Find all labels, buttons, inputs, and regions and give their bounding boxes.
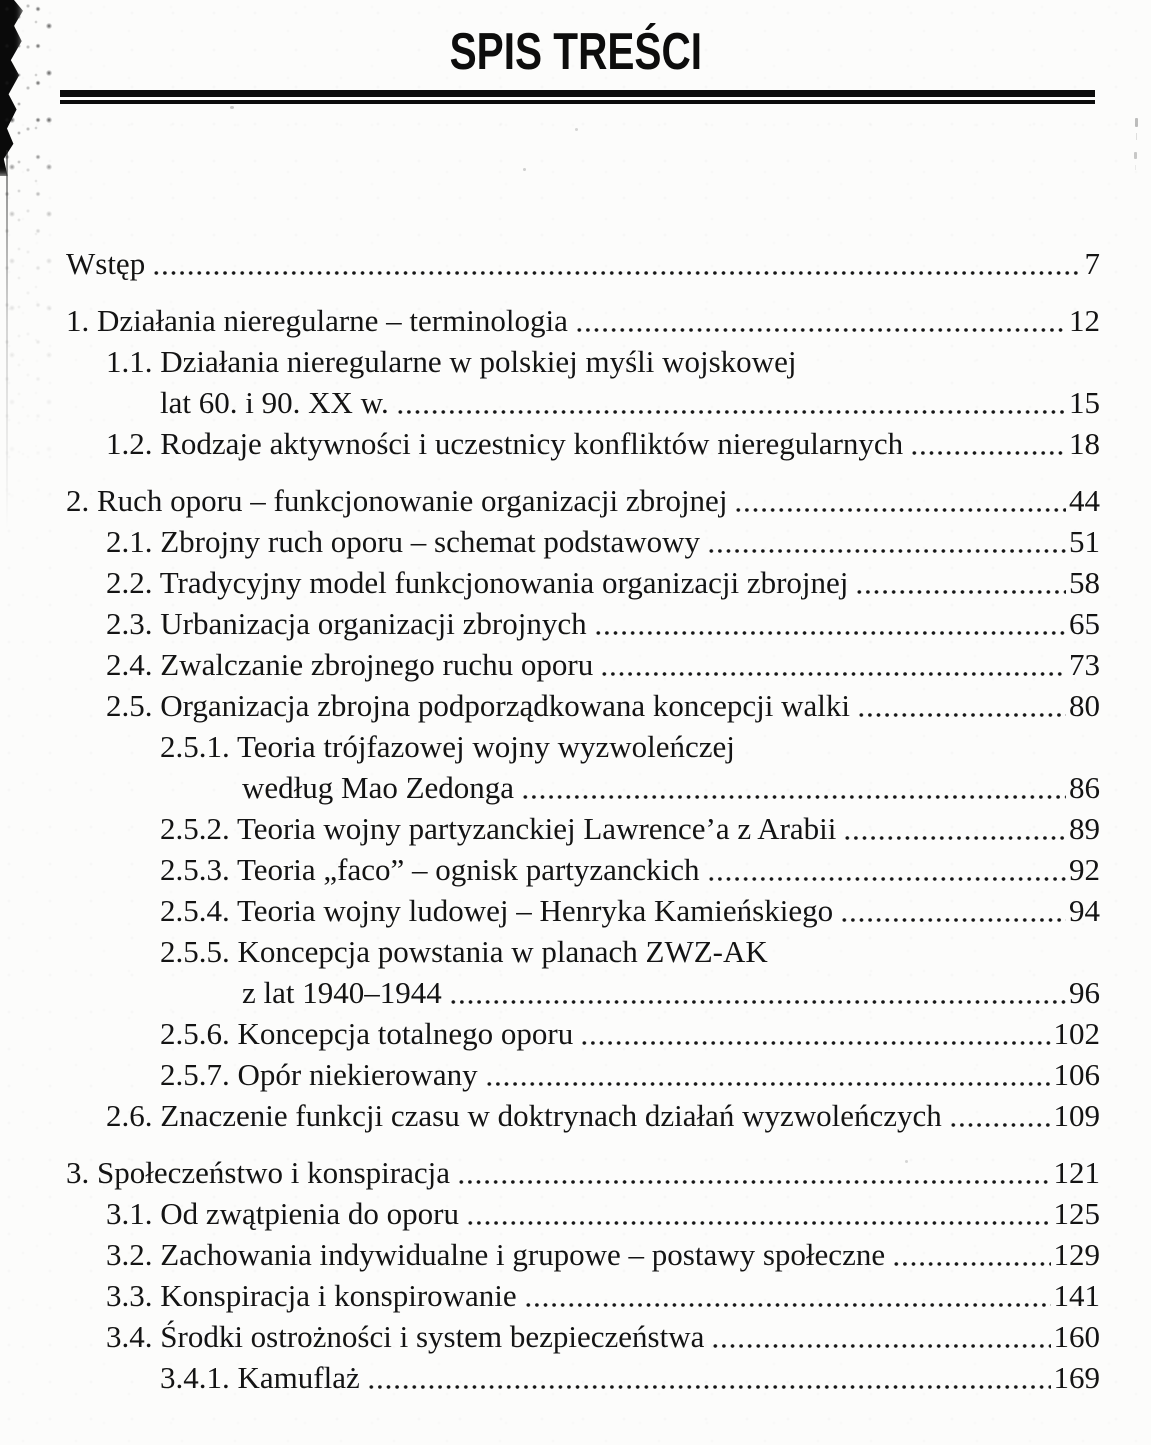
scan-speck: [523, 168, 526, 171]
toc-entry-label: Wstęp: [66, 246, 146, 281]
toc-entry-label: 1.1. Działania nieregularne w polskiej myśli wojskowej: [106, 344, 797, 379]
toc-page-number: 109: [1053, 1098, 1100, 1133]
toc-row: [106, 643, 1100, 684]
dot-leader: [840, 889, 1066, 930]
dot-leader: [152, 242, 1081, 283]
toc-entry-label: 3. Społeczeństwo i konspiracja: [66, 1155, 450, 1190]
dot-leader: [396, 381, 1066, 422]
toc-page-number: 18: [1069, 426, 1100, 461]
toc-entry-label: 2. Ruch oporu – funkcjonowanie organizacji zbrojnej: [66, 483, 728, 518]
toc-row: [160, 1012, 1100, 1053]
toc-row: [66, 479, 1100, 520]
toc-page-number: 129: [1053, 1237, 1100, 1272]
scan-speck: [575, 128, 578, 131]
toc-row: [160, 725, 1100, 766]
toc-row: [66, 242, 1100, 283]
toc-row: [160, 889, 1100, 930]
toc-row: [160, 1053, 1100, 1094]
toc-entry-label: 2.5.5. Koncepcja powstania w planach ZWZ-AK: [160, 934, 768, 969]
dot-leader: [711, 1315, 1050, 1356]
divider-thin-line: [60, 100, 1095, 104]
toc-row: [106, 520, 1100, 561]
toc-row: [66, 1151, 1100, 1192]
toc-row: [242, 971, 1100, 1012]
toc-page-number: 169: [1053, 1360, 1100, 1395]
toc-page-number: 44: [1069, 483, 1100, 518]
toc-row: [160, 807, 1100, 848]
dot-leader: [449, 971, 1066, 1012]
toc-entry-label: z lat 1940–1944: [242, 975, 442, 1010]
toc-page-number: 86: [1069, 770, 1100, 805]
toc-page-number: 73: [1069, 647, 1100, 682]
dot-leader: [949, 1094, 1051, 1135]
toc-row: [106, 684, 1100, 725]
toc-page-number: 7: [1084, 246, 1100, 281]
toc-row: [160, 848, 1100, 889]
title-divider: [60, 90, 1095, 104]
dot-leader: [466, 1192, 1051, 1233]
toc-page-number: 96: [1069, 975, 1100, 1010]
toc-row: [242, 766, 1100, 807]
toc-page-number: 94: [1069, 893, 1100, 928]
toc-page-number: 51: [1069, 524, 1100, 559]
toc-page-number: 80: [1069, 688, 1100, 723]
toc-entry-label: 2.5.3. Teoria „faco” – ognisk partyzanckich: [160, 852, 700, 887]
toc-page-number: 141: [1053, 1278, 1100, 1313]
dot-leader: [594, 602, 1066, 643]
toc-entry-label: 2.5.1. Teoria trójfazowej wojny wyzwoleńczej: [160, 729, 735, 764]
dot-leader: [600, 643, 1066, 684]
dot-leader: [524, 1274, 1051, 1315]
toc-page-number: 92: [1069, 852, 1100, 887]
divider-thick-line: [60, 90, 1095, 97]
toc-row: [160, 930, 1100, 971]
scan-edge-line: [6, 150, 8, 530]
toc-entry-label: 2.5.7. Opór niekierowany: [160, 1057, 478, 1092]
toc-entry-label: 3.4. Środki ostrożności i system bezpieczeństwa: [106, 1319, 705, 1354]
page-title: SPIS TREŚCI: [449, 23, 702, 81]
dot-leader: [457, 1151, 1051, 1192]
toc-row: [106, 1274, 1100, 1315]
toc-page-number: 160: [1053, 1319, 1100, 1354]
toc-entry-label: 2.5.6. Koncepcja totalnego oporu: [160, 1016, 574, 1051]
dot-leader: [485, 1053, 1051, 1094]
toc-entry-label: 2.2. Tradycyjny model funkcjonowania organizacji zbrojnej: [106, 565, 849, 600]
toc-row: [106, 561, 1100, 602]
toc-row: [160, 381, 1100, 422]
page-header: [0, 0, 1151, 84]
toc-row: [106, 340, 1100, 381]
toc-entry-label: według Mao Zedonga: [242, 770, 515, 805]
toc-page-number: 102: [1053, 1016, 1100, 1051]
toc-entry-label: 2.4. Zwalczanie zbrojnego ruchu oporu: [106, 647, 594, 682]
toc-page-number: 89: [1069, 811, 1100, 846]
toc-entry-label: 2.5.4. Teoria wojny ludowej – Henryka Kamieńskiego: [160, 893, 834, 928]
toc-page-number: 65: [1069, 606, 1100, 641]
toc-entry-label: 3.3. Konspiracja i konspirowanie: [106, 1278, 517, 1313]
dot-leader: [892, 1233, 1050, 1274]
dot-leader: [843, 807, 1066, 848]
toc-row: [160, 1356, 1100, 1397]
toc-entry-label: 2.1. Zbrojny ruch oporu – schemat podstawowy: [106, 524, 701, 559]
toc-entry-label: 2.6. Znaczenie funkcji czasu w doktrynach działań wyzwoleńczych: [106, 1098, 942, 1133]
dot-leader: [580, 1012, 1050, 1053]
toc-page-number: 58: [1069, 565, 1100, 600]
toc-entry-label: 3.2. Zachowania indywidualne i grupowe – postawy społeczne: [106, 1237, 886, 1272]
toc-page-number: 121: [1053, 1155, 1100, 1190]
toc-entry-label: 3.1. Od zwątpienia do oporu: [106, 1196, 459, 1231]
toc-row: [66, 299, 1100, 340]
dot-leader: [367, 1356, 1051, 1397]
scan-mark-right-lower: [1134, 152, 1137, 159]
toc-entry-label: 2.5.2. Teoria wojny partyzanckiej Lawrence’a z Arabii: [160, 811, 837, 846]
dot-leader: [521, 766, 1066, 807]
toc-page-number: 15: [1069, 385, 1100, 420]
toc-row: [106, 1315, 1100, 1356]
scan-speck: [905, 1160, 908, 1163]
toc-entry-label: 1. Działania nieregularne – terminologia: [66, 303, 568, 338]
toc-page-number: 12: [1069, 303, 1100, 338]
dot-leader: [707, 848, 1066, 889]
toc-row: [106, 1094, 1100, 1135]
dot-leader: [575, 299, 1066, 340]
toc-entry-label: 2.5. Organizacja zbrojna podporządkowana koncepcji walki: [106, 688, 850, 723]
toc-entry-label: 3.4.1. Kamuflaż: [160, 1360, 360, 1395]
dot-leader: [855, 561, 1066, 602]
toc-list: [66, 242, 1100, 1397]
toc-entry-label: 2.3. Urbanizacja organizacji zbrojnych: [106, 606, 587, 641]
toc-row: [106, 1192, 1100, 1233]
toc-page-number: 125: [1053, 1196, 1100, 1231]
scan-mark-right-top: [1135, 118, 1138, 127]
dot-leader: [857, 684, 1066, 725]
toc-row: [106, 602, 1100, 643]
toc-row: [106, 1233, 1100, 1274]
dot-leader: [910, 422, 1066, 463]
toc-row: [106, 422, 1100, 463]
dot-leader: [707, 520, 1066, 561]
toc-entry-label: 1.2. Rodzaje aktywności i uczestnicy konfliktów nieregularnych: [106, 426, 904, 461]
toc-entry-label: lat 60. i 90. XX w.: [160, 385, 389, 420]
dot-leader: [734, 479, 1066, 520]
scan-speck: [230, 106, 234, 109]
toc-page-number: 106: [1053, 1057, 1100, 1092]
